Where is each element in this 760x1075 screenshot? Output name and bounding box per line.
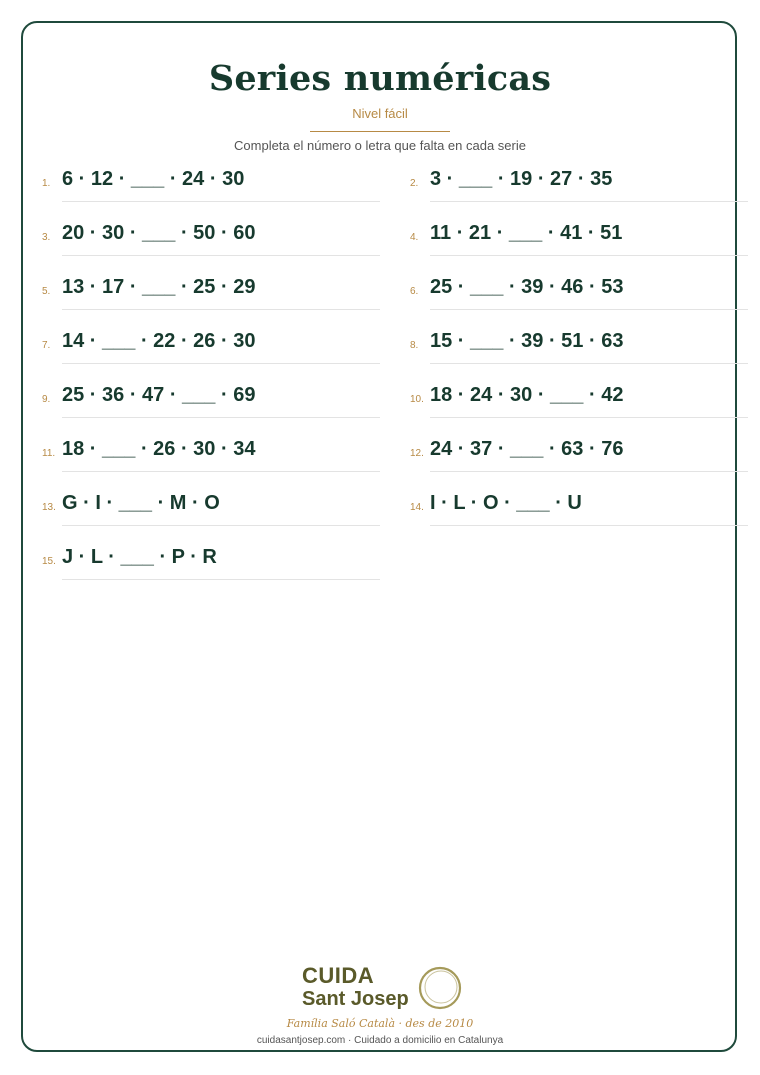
answer-rule <box>430 255 748 256</box>
exercise-sequence: 25 · ___ · 39 · 46 · 53 <box>430 276 624 298</box>
exercise-item <box>42 430 362 478</box>
brand-logo <box>302 963 472 1013</box>
exercise-item <box>410 214 730 262</box>
answer-rule <box>62 363 380 364</box>
answer-rule <box>62 417 380 418</box>
exercise-sequence: 11 · 21 · ___ · 41 · 51 <box>430 222 623 244</box>
exercise-number: 10. <box>410 394 424 405</box>
exercise-item <box>42 160 362 208</box>
exercise-sequence: J · L · ___ · P · R <box>62 546 217 568</box>
exercise-number: 1. <box>42 178 51 189</box>
exercise-sequence: 15 · ___ · 39 · 51 · 63 <box>430 330 624 352</box>
answer-rule <box>62 201 380 202</box>
exercise-number: 3. <box>42 232 51 243</box>
answer-rule <box>430 471 748 472</box>
brand-tagline: Família Saló Català · des de 2010 <box>286 1017 474 1030</box>
answer-rule <box>430 417 748 418</box>
exercise-item <box>410 160 730 208</box>
exercise-item <box>410 322 730 370</box>
exercise-sequence: 18 · ___ · 26 · 30 · 34 <box>62 438 256 460</box>
answer-rule <box>430 201 748 202</box>
exercise-number: 2. <box>410 178 419 189</box>
exercise-item <box>42 214 362 262</box>
exercise-number: 12. <box>410 448 424 459</box>
answer-rule <box>62 579 380 580</box>
answer-rule <box>430 309 748 310</box>
exercise-number: 14. <box>410 502 424 513</box>
exercise-sequence: 6 · 12 · ___ · 24 · 30 <box>62 168 245 190</box>
logo-wordmark-top: CUIDA <box>302 963 375 988</box>
exercise-number: 11. <box>42 448 56 459</box>
exercise-item <box>42 538 362 586</box>
answer-rule <box>430 525 748 526</box>
exercise-sequence: 24 · 37 · ___ · 63 · 76 <box>430 438 624 460</box>
instructions: Completa el número o letra que falta en cada serie <box>234 138 526 153</box>
exercise-sequence: 14 · ___ · 22 · 26 · 30 <box>62 330 256 352</box>
exercise-item <box>410 376 730 424</box>
answer-rule <box>62 525 380 526</box>
exercise-number: 9. <box>42 394 51 405</box>
answer-rule <box>62 255 380 256</box>
exercise-sequence: 18 · 24 · 30 · ___ · 42 <box>430 384 624 406</box>
exercise-number: 5. <box>42 286 51 297</box>
answer-rule <box>62 471 380 472</box>
exercise-number: 8. <box>410 340 419 351</box>
answer-rule <box>62 309 380 310</box>
exercise-number: 4. <box>410 232 419 243</box>
exercise-item <box>42 484 362 532</box>
exercise-item <box>410 268 730 316</box>
exercise-number: 6. <box>410 286 419 297</box>
level-label: Nivel fácil <box>352 106 408 121</box>
page-title: Series numéricas <box>208 58 552 99</box>
exercise-sequence: G · I · ___ · M · O <box>62 492 220 514</box>
exercise-item <box>42 376 362 424</box>
logo-ring-icon <box>416 965 464 1011</box>
exercise-sequence: I · L · O · ___ · U <box>430 492 582 514</box>
exercise-sequence: 25 · 36 · 47 · ___ · 69 <box>62 384 256 406</box>
exercise-number: 7. <box>42 340 51 351</box>
title-divider <box>310 131 450 132</box>
exercise-sequence: 3 · ___ · 19 · 27 · 35 <box>430 168 613 190</box>
logo-wordmark-bottom: Sant Josep <box>302 988 409 1010</box>
exercise-sequence: 20 · 30 · ___ · 50 · 60 <box>62 222 256 244</box>
exercise-number: 15. <box>42 556 56 567</box>
exercise-item <box>410 484 730 532</box>
footer-text: cuidasantjosep.com · Cuidado a domicilio en Catalunya <box>256 1035 504 1046</box>
exercise-item <box>42 268 362 316</box>
exercise-item <box>410 430 730 478</box>
exercise-number: 13. <box>42 502 56 513</box>
exercise-sequence: 13 · 17 · ___ · 25 · 29 <box>62 276 256 298</box>
answer-rule <box>430 363 748 364</box>
exercise-item <box>42 322 362 370</box>
